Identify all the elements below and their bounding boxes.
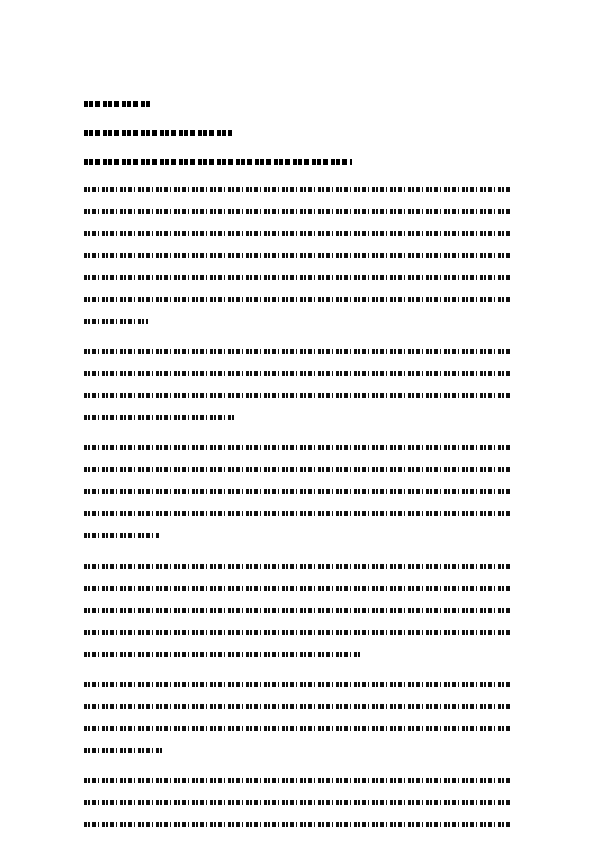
text-line — [84, 275, 510, 280]
text-line — [84, 800, 510, 805]
text-line — [84, 467, 510, 472]
text-line — [84, 533, 160, 538]
header-line-1 — [84, 101, 150, 107]
text-line — [84, 253, 510, 258]
text-line — [84, 586, 510, 591]
text-line — [84, 415, 234, 420]
text-line — [84, 652, 362, 657]
text-line — [84, 822, 510, 827]
text-line — [84, 778, 510, 783]
text-line — [84, 511, 510, 516]
text-line — [84, 564, 510, 569]
text-line — [84, 319, 148, 324]
text-line — [84, 726, 510, 731]
text-line — [84, 630, 510, 635]
text-line — [84, 349, 510, 354]
text-line — [84, 489, 510, 494]
text-line — [84, 682, 510, 687]
text-line — [84, 704, 510, 709]
text-line — [84, 608, 510, 613]
header-line-3 — [84, 159, 352, 165]
text-line — [84, 187, 510, 192]
text-line — [84, 209, 510, 214]
text-line — [84, 231, 510, 236]
text-line — [84, 297, 510, 302]
text-line — [84, 445, 510, 450]
text-line — [84, 748, 162, 753]
text-line — [84, 393, 510, 398]
header-line-2 — [84, 130, 232, 136]
text-line — [84, 371, 510, 376]
